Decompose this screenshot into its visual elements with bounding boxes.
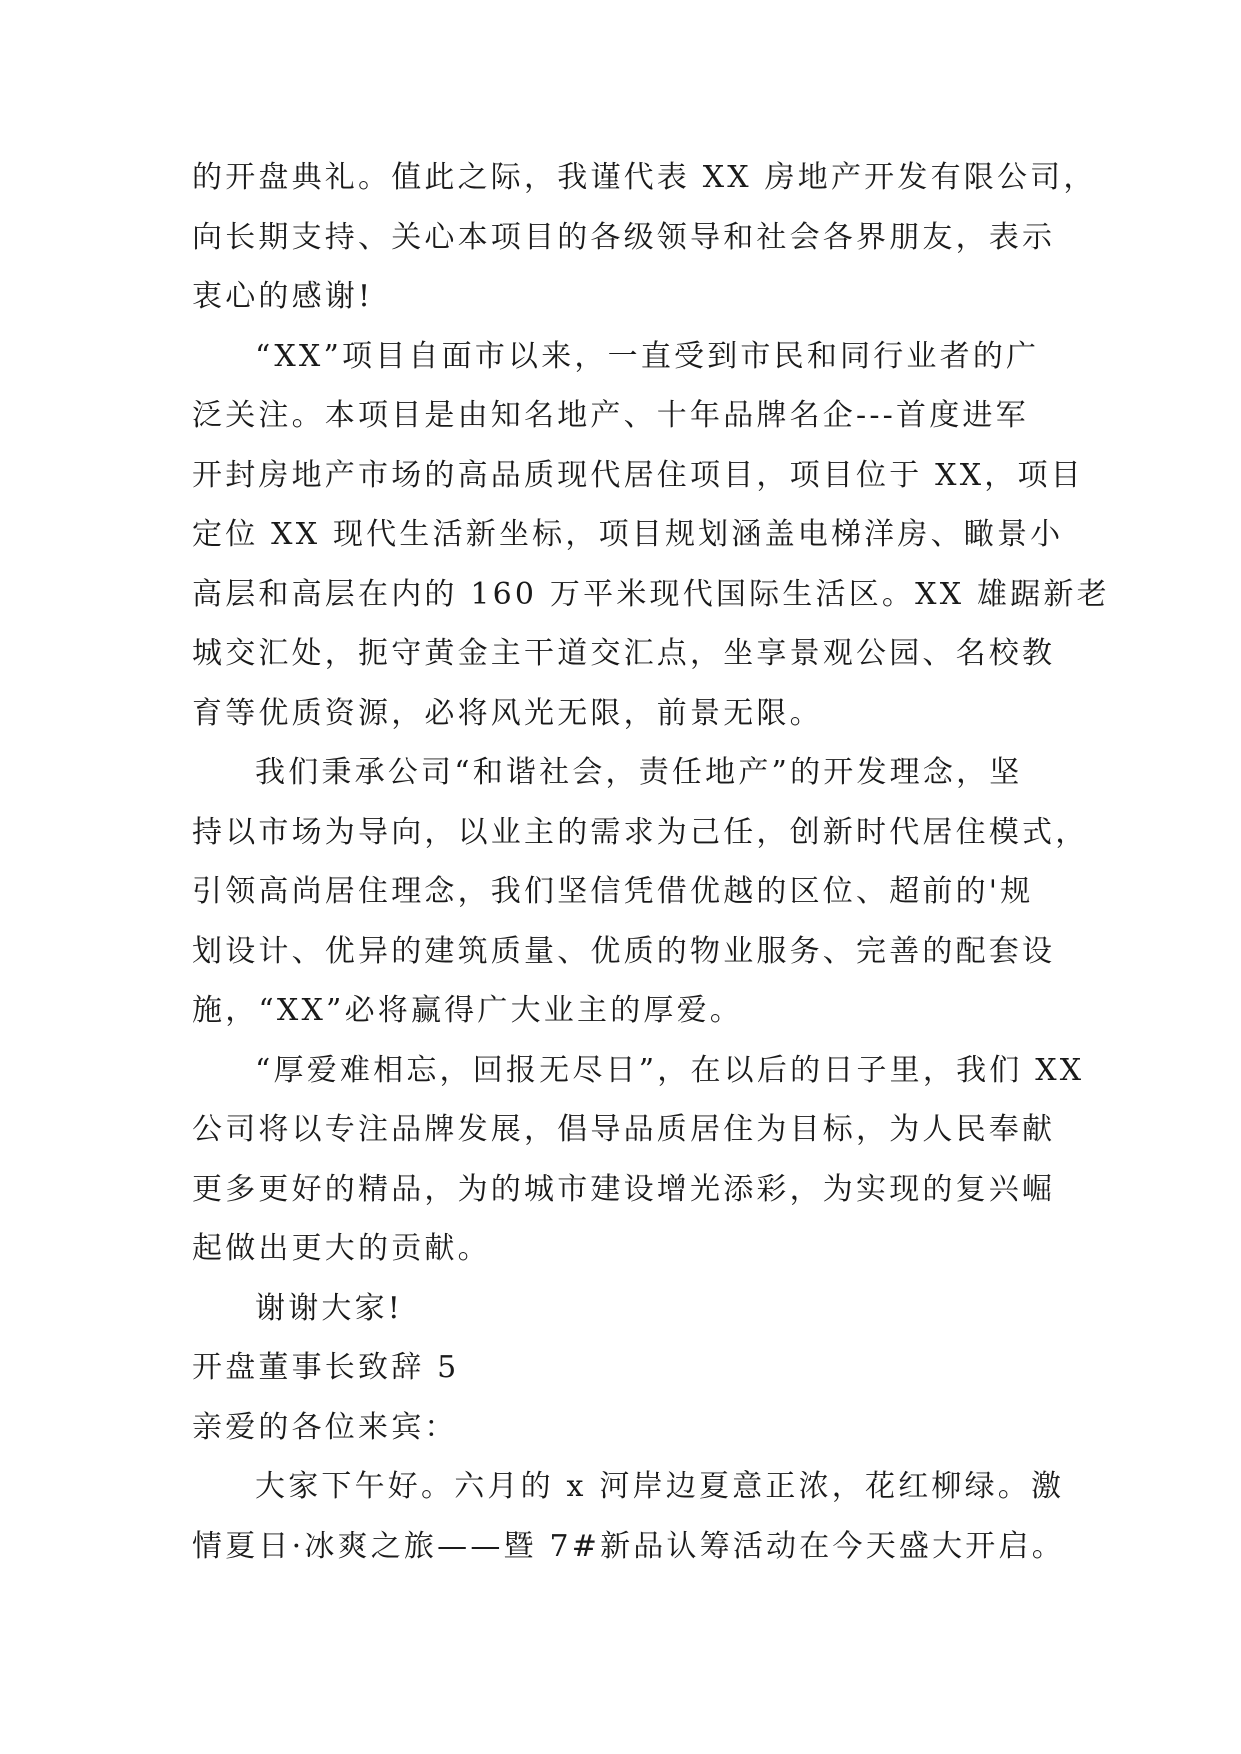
body-line: 持以市场为导向，以业主的需求为己任，创新时代居住模式， (192, 814, 1089, 850)
body-line: 向长期支持、关心本项目的各级领导和社会各界朋友，表示 (192, 219, 1056, 255)
salutation: 亲爱的各位来宾： (192, 1409, 458, 1445)
body-line: “XX”项目自面市以来，一直受到市民和同行业者的广 (255, 338, 1040, 374)
body-line: 高层和高层在内的 160 万平米现代国际生活区。XX 雄踞新老 (192, 576, 1110, 612)
section-heading: 开盘董事长致辞 5 (192, 1350, 460, 1385)
body-line: 衷心的感谢! (192, 279, 374, 314)
body-line: 定位 XX 现代生活新坐标，项目规划涵盖电梯洋房、瞰景小 (192, 517, 1064, 552)
body-line: “厚爱难相忘，回报无尽日”，在以后的日子里，我们 XX (255, 1052, 1085, 1088)
body-line: 公司将以专注品牌发展，倡导品质居住为目标，为人民奉献 (192, 1112, 1056, 1147)
body-line: 的开盘典礼。值此之际，我谨代表 XX 房地产开发有限公司， (192, 160, 1097, 195)
document-body (192, 148, 1110, 1576)
body-line: 划设计、优异的建筑质量、优质的物业服务、完善的配套设 (192, 933, 1056, 969)
body-line: 起做出更大的贡献。 (192, 1231, 491, 1266)
body-line: 更多更好的精品，为的城市建设增光添彩，为实现的复兴崛 (192, 1171, 1056, 1207)
body-line: 谢谢大家! (255, 1290, 404, 1326)
body-line: 泛关注。本项目是由知名地产、十年品牌名企---首度进军 (192, 398, 1029, 433)
body-line: 开封房地产市场的高品质现代居住项目，项目位于 XX，项目 (192, 457, 1084, 493)
body-line: 城交汇处，扼守黄金主干道交汇点，坐享景观公园、名校教 (192, 636, 1056, 671)
body-line: 我们秉承公司“和谐社会，责任地产”的开发理念，坚 (255, 755, 1023, 790)
body-line: 育等优质资源，必将风光无限，前景无限。 (192, 695, 823, 731)
body-line: 施，“XX”必将赢得广大业主的厚爱。 (192, 993, 743, 1028)
body-line: 引领高尚居住理念，我们坚信凭借优越的区位、超前的'规 (192, 874, 1034, 909)
body-line: 大家下午好。六月的 x 河岸边夏意正浓，花红柳绿。激 (255, 1469, 1065, 1504)
body-line: 情夏日·冰爽之旅——暨 7#新品认筹活动在今天盛大开启。 (192, 1528, 1065, 1564)
